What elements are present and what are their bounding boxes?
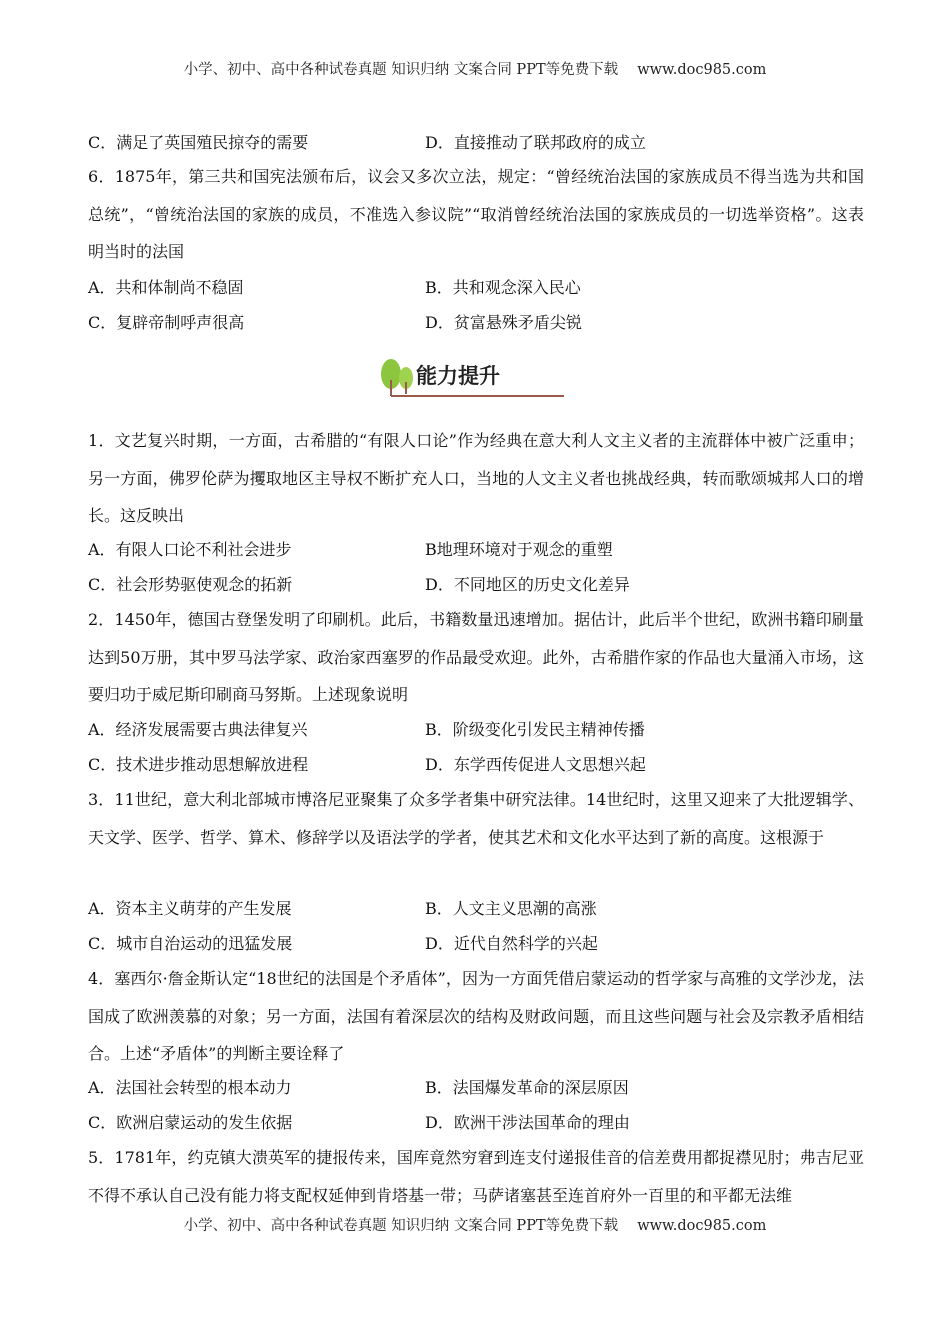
question-6: [88, 158, 864, 271]
option-c: C．技术进步推动思想解放进程: [88, 755, 309, 774]
option-c: C．社会形势驱使观念的拓新: [88, 575, 293, 594]
question-3: [88, 781, 864, 856]
option-c: C．城市自治运动的迅猛发展: [88, 934, 293, 953]
option-c: C．复辟帝制呼声很高: [88, 313, 245, 332]
page-footer: 小学、初中、高中各种试卷真题 知识归纳 文案合同 PPT等免费下载 www.doc985.com: [183, 1218, 767, 1234]
question-5: [88, 1139, 864, 1214]
option-b: B．法国爆发革命的深层原因: [425, 1078, 629, 1097]
question-text: 1．文艺复兴时期，一方面，古希腊的“有限人口论”作为经典在意大利人文主义者的主流群体中被广泛重申；另一方面，佛罗伦萨为攫取地区主导权不断扩充人口，当地的人文主义者也挑战经典，转而歌颂城邦人口的增长。这反映出: [88, 431, 864, 525]
question-3-options: [88, 891, 864, 961]
option-a: A．法国社会转型的根本动力: [88, 1078, 292, 1097]
question-2-options: [88, 712, 864, 782]
option-a: A．资本主义萌芽的产生发展: [88, 899, 292, 918]
question-4: [88, 960, 864, 1073]
option-a: A．共和体制尚不稳固: [88, 278, 244, 297]
page-header: 小学、初中、高中各种试卷真题 知识归纳 文案合同 PPT等免费下载 www.doc985.com: [183, 62, 767, 78]
question-text: 2．1450年，德国古登堡发明了印刷机。此后，书籍数量迅速增加。据估计，此后半个世纪，欧洲书籍印刷量达到50万册，其中罗马法学家、政治家西塞罗的作品最受欢迎。此外，古希腊作家的作品也大量涌入市场，这要归功于威尼斯印刷商马努斯。上述现象说明: [88, 610, 864, 704]
question-4-options: [88, 1070, 864, 1140]
question-1: [88, 422, 864, 535]
option-b: B．阶级变化引发民主精神传播: [425, 720, 645, 739]
option-b: B．人文主义思潮的高涨: [425, 899, 597, 918]
option-c: C．欧洲启蒙运动的发生依据: [88, 1113, 293, 1132]
option-d: D．东学西传促进人文思想兴起: [425, 755, 646, 774]
option-a: A．经济发展需要古典法律复兴: [88, 720, 308, 739]
option-d: D．近代自然科学的兴起: [425, 934, 598, 953]
question-text: 6．1875年，第三共和国宪法颁布后，议会又多次立法，规定：“曾经统治法国的家族成员不得当选为共和国总统”，“曾统治法国的家族的成员，不准选入参议院”“取消曾经统治法国的家族成员的一切选举资格”。这表明当时的法国: [88, 167, 864, 261]
option-d: D．贫富悬殊矛盾尖锐: [425, 313, 582, 332]
option-d: D．不同地区的历史文化差异: [425, 575, 630, 594]
option-c: C．满足了英国殖民掠夺的需要: [88, 133, 309, 152]
question-2: [88, 601, 864, 714]
section-title: 能力提升: [416, 364, 500, 388]
option-d: D．直接推动了联邦政府的成立: [425, 133, 646, 152]
question-1-options: [88, 532, 864, 602]
option-d: D．欧洲干涉法国革命的理由: [425, 1113, 630, 1132]
question-text: 4．塞西尔·詹金斯认定“18世纪的法国是个矛盾体”，因为一方面凭借启蒙运动的哲学家与高雅的文学沙龙，法国成了欧洲羡慕的对象；另一方面，法国有着深层次的结构及财政问题，而且这些问题与社会及宗教矛盾相结合。上述“矛盾体”的判断主要诠释了: [88, 969, 864, 1063]
option-a: A．有限人口论不利社会进步: [88, 540, 292, 559]
question-text: 3．11世纪，意大利北部城市博洛尼亚聚集了众多学者集中研究法律。14世纪时，这里又迎来了大批逻辑学、天文学、医学、哲学、算术、修辞学以及语法学的学者，使其艺术和文化水平达到了新的高度。这根源于: [88, 790, 864, 847]
option-b: B．共和观念深入民心: [425, 278, 581, 297]
question-text: 5．1781年，约克镇大溃英军的捷报传来，国库竟然穷窘到连支付递报佳音的信差费用都捉襟见肘；弗吉尼亚不得不承认自己没有能力将支配权延伸到肯塔基一带；马萨诸塞甚至连首府外一百里的和平都无法维: [88, 1148, 864, 1205]
section-banner: [376, 352, 566, 400]
question-6-options: [88, 270, 864, 340]
prev-options: [88, 125, 864, 160]
option-b: B地理环境对于观念的重塑: [425, 540, 613, 559]
